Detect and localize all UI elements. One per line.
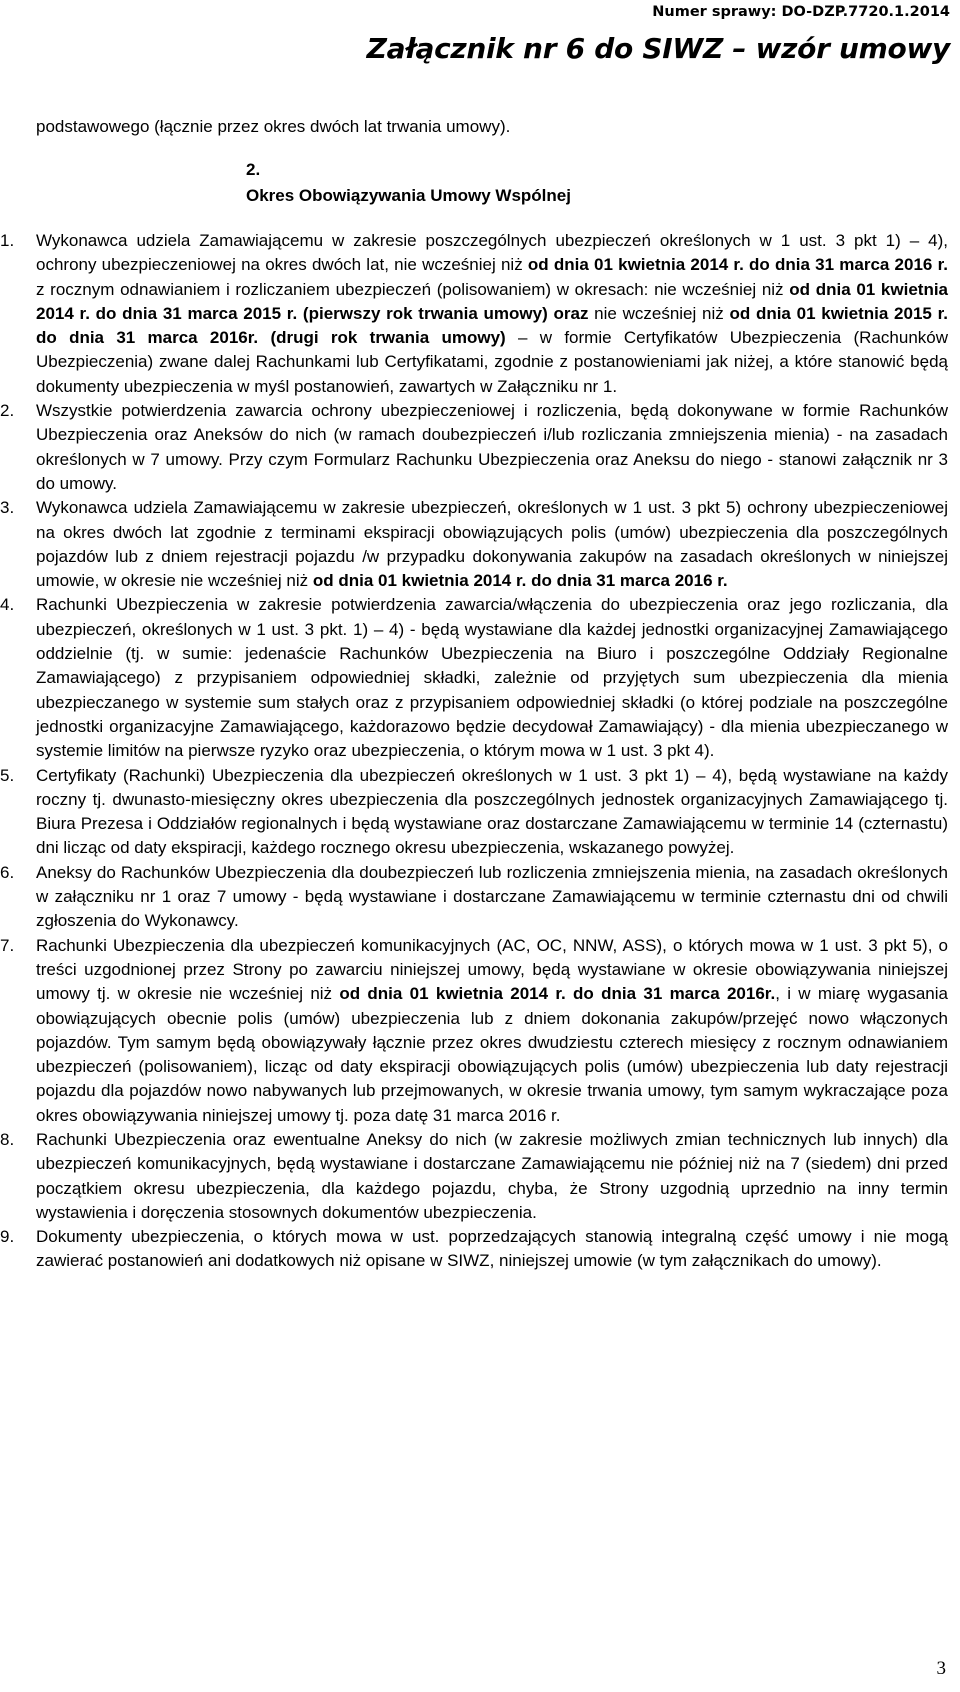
clause-text: Wszystkie potwierdzenia zawarcia ochrony ubezpieczeniowej i rozliczenia, będą dokonywane w formie Rachunków Ubezpieczenia oraz Aneksów do nich (w ramach doubezpieczeń i/lub rozliczania zmniejszenia mienia) - na zasadach określonych w 7 umowy. Przy czym Formularz Rachunku Ubezpieczenia oraz Aneksu do niego - stanowi załącznik nr 3 do umowy. <box>36 401 948 493</box>
continuation-text: podstawowego (łącznie przez okres dwóch lat trwania umowy). <box>36 117 511 136</box>
clause-text: z rocznym odnawianiem i rozliczaniem ubezpieczeń (polisowaniem) w okresach: nie wcześniej niż <box>36 279 790 299</box>
clause-text: Aneksy do Rachunków Ubezpieczenia dla doubezpieczeń lub rozliczenia zmniejszenia mienia, na zasadach określonych w załączniku nr 1 oraz 7 umowy - będą wystawiane i dostarczane Zamawiającemu w terminie czternastu dni od chwili zgłoszenia do Wykonawcy. <box>36 862 948 931</box>
clause-item <box>0 1225 948 1274</box>
clause-text: Wykonawca udziela Zamawiającemu w zakresie ubezpieczeń, określonych w 1 ust. 3 pkt 5) ochrony ubezpieczeniowej na okres dwóch lat zgodnie z terminami ekspiracji obowiązujących polis (umów) ubezpieczenia dla poszczególnych pojazdów lub z dniem rejestracji pojazdu /w przypadku dokonywania zakupów na zasadach określonych w niniejszej umowie, w okresie nie wcześniej niż <box>36 498 948 591</box>
page-number: 3 <box>936 1658 946 1679</box>
clause-number: 1. <box>0 231 15 250</box>
section-number: 2. <box>246 160 261 179</box>
clause-item <box>0 399 948 496</box>
clause-number: 3. <box>0 498 15 518</box>
clause-item <box>0 934 948 1128</box>
clause-text: Dokumenty ubezpieczenia, o których mowa w ust. poprzedzających stanowią integralną część umowy i nie mogą zawierać postanowień ani dodatkowych niż opisane w SIWZ, niniejszej umowie (w tym załącznikach do umowy). <box>36 1227 948 1271</box>
clause-text: Rachunki Ubezpieczenia oraz ewentualne Aneksy do nich (w zakresie możliwych zmian technicznych lub innych) dla ubezpieczeń komunikacyjnych, będą wystawiane i dostarczane Zamawiającemu nie później niż na 7 (siedem) dni przed początkiem okresu ubezpieczenia, dla każdego pojazdu, chyba, że Strony uzgodnią uprzednio na inny termin wystawienia i doręczenia stosownych dokumentów ubezpieczenia. <box>36 1129 948 1222</box>
clause-text: Rachunki Ubezpieczenia w zakresie potwierdzenia zawarcia/włączenia do ubezpieczenia oraz jego rozliczania, dla ubezpieczeń, określonych w 1 ust. 3 pkt. 1) – 4) - będą wystawiane dla każdej jednostki organizacyjnej Zamawiającego oddzielnie (tj. w sumie: jedenaście Rachunków Ubezpieczenia na Biuro i poszczególne Oddziały Regionalne Zamawiającego) z przypisaniem odpowiedniej składki, zależnie od przyjętych sum ubezpieczenia dla mienia ubezpieczanego w systemie sum stałych oraz z przypisaniem odpowiedniej składki (o której podziale na poszczególne jednostki organizacyjne Zamawiającego, każdorazowo będzie decydował Zamawiający) - dla mienia ubezpieczanego w systemie limitów na pierwsze ryzyko oraz ubezpieczenia, o którym mowa w 1 ust. 3 pkt 4). <box>36 595 948 761</box>
clause-bold-text: od dnia 01 kwietnia 2014 r. do dnia 31 marca 2016r. <box>339 984 776 1004</box>
clause-item <box>0 1128 948 1225</box>
clause-item <box>0 861 948 934</box>
case-number: Numer sprawy: DO-DZP.7720.1.2014 <box>652 4 950 20</box>
clause-number: 9. <box>0 1227 15 1247</box>
clause-bold-text: od dnia 01 kwietnia 2014 r. do dnia 31 marca 2016 r. <box>312 571 728 591</box>
section-title: Okres Obowiązywania Umowy Wspólnej <box>246 186 571 205</box>
clause-list <box>0 229 948 1274</box>
attachment-title: Załącznik nr 6 do SIWZ – wzór umowy <box>366 32 950 65</box>
clause-number: 8. <box>0 1129 15 1149</box>
clause-number: 5. <box>0 765 15 785</box>
clause-item <box>0 496 948 593</box>
clause-item <box>0 764 948 861</box>
clause-text: Wykonawca udziela Zamawiającemu w zakresie poszczególnych ubezpieczeń określonych w 1 ust. 3 pkt 1) – 4), ochrony ubezpieczeniowej na okres dwóch lat, nie wcześniej niż <box>36 231 948 275</box>
clause-bold-text: od dnia 01 kwietnia 2014 r. do dnia 31 marca 2015 r. (pierwszy rok trwania umowy) oraz <box>36 279 949 323</box>
clause-text: Rachunki Ubezpieczenia dla ubezpieczeń komunikacyjnych (AC, OC, NNW, ASS), o których mowa w 1 ust. 3 pkt 5), o treści uzgodnionej przez Strony po zawarciu niniejszej umowy, będą wystawiane w okresie obowiązywania niniejszej umowy tj. w okresie nie wcześniej niż <box>36 935 948 1004</box>
clause-item <box>0 593 948 763</box>
clause-number: 2. <box>0 401 15 421</box>
clause-item <box>0 229 948 399</box>
clause-text: nie wcześniej niż <box>588 303 730 323</box>
clause-number: 7. <box>0 935 15 955</box>
clause-text: – w formie Certyfikatów Ubezpieczenia (Rachunków Ubezpieczenia) zwane dalej Rachunkami lub Certyfikatami, zgodnie z postanowieniami jak niżej, a które stanowić będą dokumenty ubezpieczenia w myśl postanowień, zawartych w Załączniku nr 1. <box>36 328 948 396</box>
clause-number: 6. <box>0 862 15 882</box>
clause-bold-text: od dnia 01 kwietnia 2015 r. do dnia 31 marca 2016r. (drugi rok trwania umowy) <box>36 303 948 348</box>
clause-number: 4. <box>0 595 15 615</box>
clause-bold-text: od dnia 01 kwietnia 2014 r. do dnia 31 marca 2016 r. <box>527 255 948 275</box>
clause-text: , i w miarę wygasania obowiązujących obecnie polis (umów) ubezpieczenia lub z dniem dokonania zakupów/przejęć nowo włączonych pojazdów. Tym samym będą obowiązywały łącznie przez okres dwudziestu czterech miesięcy z rocznym odnawianiem ubezpieczeń (polisowaniem), licząc od daty ekspiracji obowiązujących polis (umów) ubezpieczenia lub daty rejestracji pojazdu dla pojazdów nowo nabywanych lub przejmowanych, w okresie trwania umowy, tym samym wykraczające poza okres obowiązywania niniejszej umowy tj. poza datę 31 marca 2016 r. <box>36 984 948 1125</box>
clause-text: Certyfikaty (Rachunki) Ubezpieczenia dla ubezpieczeń określonych w 1 ust. 3 pkt 1) – 4), będą wystawiane na każdy roczny tj. dwunasto-miesięczny okres ubezpieczenia dla poszczególnych jednostek organizacyjnych Zamawiającego tj. Biura Prezesa i Oddziałów regionalnych i będą wystawiane oraz dostarczane Zamawiającemu w terminie 14 (czternastu) dni licząc od daty ekspiracji, każdego rocznego okresu ubezpieczenia, wskazanego powyżej. <box>36 765 948 858</box>
